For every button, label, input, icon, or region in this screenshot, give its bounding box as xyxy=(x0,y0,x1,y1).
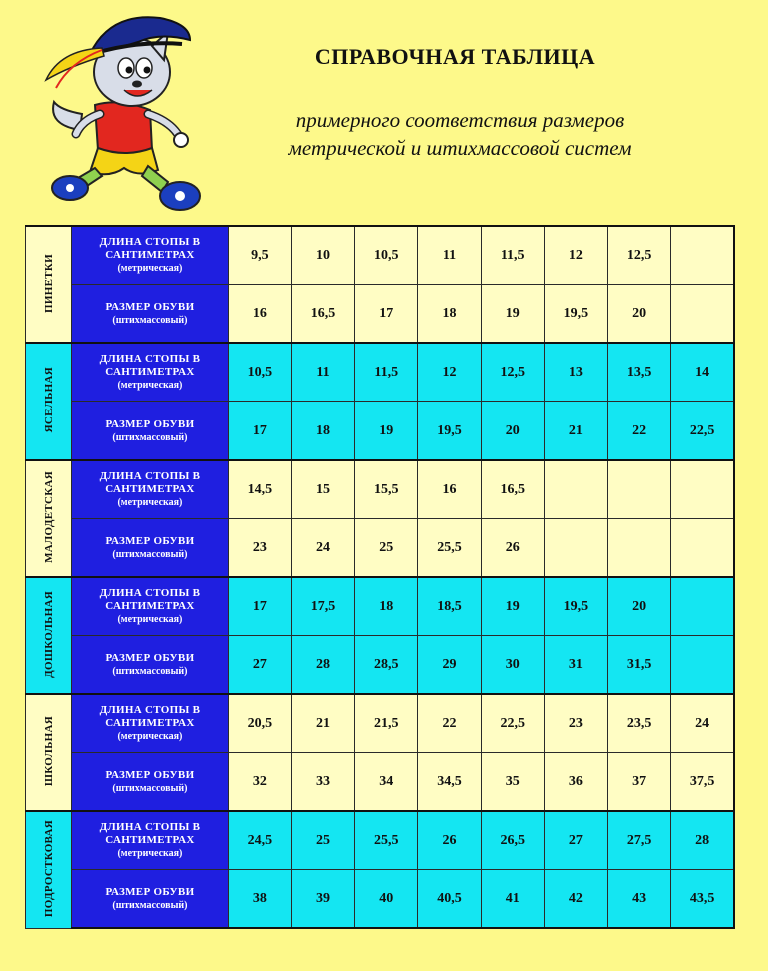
shoe-size-cell: 31,5 xyxy=(608,636,671,695)
shoe-size-label-text: (штихмассовый) xyxy=(112,431,188,443)
shoe-size-label-text: РАЗМЕР ОБУВИ xyxy=(105,300,195,313)
age-group-label xyxy=(26,577,72,694)
foot-length-label-text: (метрическая) xyxy=(117,380,183,391)
age-group-name: ПИНЕТКИ xyxy=(42,253,55,313)
foot-length-cell: 27 xyxy=(544,811,607,870)
foot-length-label-text: ДЛИНА СТОПЫ В xyxy=(99,353,201,365)
foot-length-cell: 12 xyxy=(418,343,481,402)
size-correspondence-table xyxy=(25,225,735,929)
subtitle-line-1: примерного соответствия размеров xyxy=(295,108,625,132)
shoe-size-cell: 19 xyxy=(355,402,418,461)
foot-length-label-text: САНТИМЕТРАХ xyxy=(105,366,195,378)
age-group-label xyxy=(26,460,72,577)
shoe-size-cell: 19,5 xyxy=(418,402,481,461)
age-group-label xyxy=(26,343,72,460)
size-group-block xyxy=(26,577,735,694)
foot-length-cell: 14,5 xyxy=(228,460,291,519)
shoe-size-cell: 41 xyxy=(481,870,544,929)
foot-length-cell: 22 xyxy=(418,694,481,753)
foot-length-label-text: (метрическая) xyxy=(117,497,183,508)
foot-length-cell: 17,5 xyxy=(291,577,354,636)
foot-length-label xyxy=(72,460,229,519)
shoe-size-cell: 42 xyxy=(544,870,607,929)
foot-length-label-text: ДЛИНА СТОПЫ В xyxy=(99,236,201,248)
cat-mascot-illustration xyxy=(40,10,205,215)
page-title: СПРАВОЧНАЯ ТАБЛИЦА xyxy=(314,44,596,69)
foot-length-cell: 13,5 xyxy=(608,343,671,402)
foot-length-row xyxy=(26,460,735,519)
foot-length-cell: 17 xyxy=(228,577,291,636)
foot-length-label xyxy=(72,811,229,870)
shoe-size-cell: 35 xyxy=(481,753,544,812)
size-group-block xyxy=(26,694,735,811)
page-subtitle xyxy=(240,106,680,162)
shoe-size-cell xyxy=(671,519,734,578)
foot-length-label-text: (метрическая) xyxy=(117,731,183,742)
foot-length-cell: 12,5 xyxy=(481,343,544,402)
foot-length-label-text: САНТИМЕТРАХ xyxy=(105,834,195,846)
shoe-size-cell: 19 xyxy=(481,285,544,344)
foot-length-cell xyxy=(608,460,671,519)
shoe-size-row xyxy=(26,753,735,812)
age-group-name: ПОДРОСТКОВАЯ xyxy=(42,819,55,917)
shoe-size-row xyxy=(26,870,735,929)
shoe-size-cell: 39 xyxy=(291,870,354,929)
foot-length-cell: 22,5 xyxy=(481,694,544,753)
foot-length-cell: 18 xyxy=(355,577,418,636)
foot-length-cell: 12 xyxy=(544,226,607,285)
foot-length-cell: 19 xyxy=(481,577,544,636)
foot-length-label xyxy=(72,226,229,285)
age-group-name: МАЛОДЕТСКАЯ xyxy=(42,471,55,563)
foot-length-cell xyxy=(671,577,734,636)
foot-length-label xyxy=(72,694,229,753)
size-group-block xyxy=(26,811,735,928)
foot-length-cell: 11 xyxy=(291,343,354,402)
foot-length-cell: 19,5 xyxy=(544,577,607,636)
foot-length-cell: 21,5 xyxy=(355,694,418,753)
shoe-size-cell: 43,5 xyxy=(671,870,734,929)
shoe-size-cell: 28 xyxy=(291,636,354,695)
foot-length-label xyxy=(72,343,229,402)
foot-length-row xyxy=(26,343,735,402)
shoe-size-label-text: РАЗМЕР ОБУВИ xyxy=(105,768,195,781)
shoe-size-label xyxy=(72,870,229,929)
foot-length-label-text: САНТИМЕТРАХ xyxy=(105,249,195,261)
shoe-size-cell: 38 xyxy=(228,870,291,929)
age-group-label xyxy=(26,811,72,928)
size-group-block xyxy=(26,343,735,460)
shoe-size-cell: 20 xyxy=(481,402,544,461)
foot-length-cell: 11 xyxy=(418,226,481,285)
shoe-size-cell: 30 xyxy=(481,636,544,695)
shoe-size-label xyxy=(72,285,229,344)
shoe-size-label-text: (штихмассовый) xyxy=(112,665,188,677)
foot-length-cell xyxy=(544,460,607,519)
shoe-size-cell: 34,5 xyxy=(418,753,481,812)
foot-length-cell: 10,5 xyxy=(355,226,418,285)
foot-length-cell: 18,5 xyxy=(418,577,481,636)
age-group-label xyxy=(26,226,72,343)
shoe-size-cell: 28,5 xyxy=(355,636,418,695)
shoe-size-cell: 32 xyxy=(228,753,291,812)
foot-length-cell: 16 xyxy=(418,460,481,519)
foot-length-label-text: ДЛИНА СТОПЫ В xyxy=(99,587,201,599)
foot-length-label xyxy=(72,577,229,636)
shoe-size-row xyxy=(26,402,735,461)
foot-length-cell: 25,5 xyxy=(355,811,418,870)
shoe-size-cell: 22,5 xyxy=(671,402,734,461)
shoe-size-label-text: (штихмассовый) xyxy=(112,314,188,326)
foot-length-cell: 16,5 xyxy=(481,460,544,519)
shoe-size-cell: 16 xyxy=(228,285,291,344)
shoe-size-cell: 24 xyxy=(291,519,354,578)
foot-length-cell: 23 xyxy=(544,694,607,753)
shoe-size-cell: 21 xyxy=(544,402,607,461)
foot-length-label-text: САНТИМЕТРАХ xyxy=(105,600,195,612)
foot-length-cell: 10,5 xyxy=(228,343,291,402)
foot-length-cell: 28 xyxy=(671,811,734,870)
shoe-size-cell: 27 xyxy=(228,636,291,695)
shoe-size-cell: 40 xyxy=(355,870,418,929)
foot-length-cell: 23,5 xyxy=(608,694,671,753)
shoe-size-cell xyxy=(671,285,734,344)
subtitle-line-2: метрической и штихмассовой систем xyxy=(288,136,632,160)
foot-length-cell: 25 xyxy=(291,811,354,870)
shoe-size-label xyxy=(72,753,229,812)
shoe-size-label xyxy=(72,519,229,578)
foot-length-cell: 11,5 xyxy=(481,226,544,285)
shoe-size-label-text: (штихмассовый) xyxy=(112,548,188,560)
age-group-name: ДОШКОЛЬНАЯ xyxy=(42,590,55,678)
foot-length-cell: 15 xyxy=(291,460,354,519)
foot-length-cell: 27,5 xyxy=(608,811,671,870)
shoe-size-cell xyxy=(608,519,671,578)
shoe-size-label-text: РАЗМЕР ОБУВИ xyxy=(105,534,195,547)
age-group-name: ШКОЛЬНАЯ xyxy=(42,715,55,787)
shoe-size-cell: 22 xyxy=(608,402,671,461)
shoe-size-row xyxy=(26,285,735,344)
age-group-name: ЯСЕЛЬНАЯ xyxy=(42,367,55,433)
shoe-size-label-text: РАЗМЕР ОБУВИ xyxy=(105,651,195,664)
shoe-size-cell: 16,5 xyxy=(291,285,354,344)
foot-length-row xyxy=(26,577,735,636)
shoe-size-cell: 23 xyxy=(228,519,291,578)
shoe-size-cell xyxy=(544,519,607,578)
shoe-size-label-text: (штихмассовый) xyxy=(112,899,188,911)
shoe-size-cell: 33 xyxy=(291,753,354,812)
shoe-size-cell: 40,5 xyxy=(418,870,481,929)
shoe-size-cell: 25 xyxy=(355,519,418,578)
foot-length-cell: 9,5 xyxy=(228,226,291,285)
foot-length-cell: 13 xyxy=(544,343,607,402)
foot-length-cell: 11,5 xyxy=(355,343,418,402)
shoe-size-cell: 43 xyxy=(608,870,671,929)
shoe-size-row xyxy=(26,636,735,695)
shoe-size-cell: 18 xyxy=(291,402,354,461)
foot-length-cell: 20 xyxy=(608,577,671,636)
shoe-size-row xyxy=(26,519,735,578)
foot-length-cell: 12,5 xyxy=(608,226,671,285)
foot-length-cell xyxy=(671,460,734,519)
shoe-size-cell: 25,5 xyxy=(418,519,481,578)
foot-length-label-text: ДЛИНА СТОПЫ В xyxy=(99,470,201,482)
foot-length-cell: 26,5 xyxy=(481,811,544,870)
shoe-size-cell: 31 xyxy=(544,636,607,695)
shoe-size-label xyxy=(72,402,229,461)
size-group-block xyxy=(26,226,735,343)
foot-length-label-text: ДЛИНА СТОПЫ В xyxy=(99,821,201,833)
foot-length-label-text: САНТИМЕТРАХ xyxy=(105,483,195,495)
foot-length-row xyxy=(26,811,735,870)
foot-length-label-text: (метрическая) xyxy=(117,614,183,625)
shoe-size-label xyxy=(72,636,229,695)
shoe-size-cell: 34 xyxy=(355,753,418,812)
shoe-size-cell: 37,5 xyxy=(671,753,734,812)
age-group-label xyxy=(26,694,72,811)
shoe-size-label-text: (штихмассовый) xyxy=(112,782,188,794)
foot-length-label-text: ДЛИНА СТОПЫ В xyxy=(99,704,201,716)
shoe-size-cell: 36 xyxy=(544,753,607,812)
foot-length-cell: 15,5 xyxy=(355,460,418,519)
foot-length-cell: 20,5 xyxy=(228,694,291,753)
foot-length-label-text: (метрическая) xyxy=(117,848,183,859)
foot-length-label-text: САНТИМЕТРАХ xyxy=(105,717,195,729)
foot-length-row xyxy=(26,226,735,285)
shoe-size-cell: 26 xyxy=(481,519,544,578)
foot-length-cell: 21 xyxy=(291,694,354,753)
foot-length-cell: 26 xyxy=(418,811,481,870)
foot-length-row xyxy=(26,694,735,753)
shoe-size-cell: 20 xyxy=(608,285,671,344)
shoe-size-cell: 29 xyxy=(418,636,481,695)
foot-length-label-text: (метрическая) xyxy=(117,263,183,274)
foot-length-cell: 10 xyxy=(291,226,354,285)
shoe-size-cell: 18 xyxy=(418,285,481,344)
foot-length-cell: 24 xyxy=(671,694,734,753)
shoe-size-cell: 17 xyxy=(228,402,291,461)
foot-length-cell: 14 xyxy=(671,343,734,402)
shoe-size-cell xyxy=(671,636,734,695)
shoe-size-cell: 17 xyxy=(355,285,418,344)
shoe-size-cell: 37 xyxy=(608,753,671,812)
shoe-size-label-text: РАЗМЕР ОБУВИ xyxy=(105,885,195,898)
shoe-size-label-text: РАЗМЕР ОБУВИ xyxy=(105,417,195,430)
shoe-size-cell: 19,5 xyxy=(544,285,607,344)
foot-length-cell: 24,5 xyxy=(228,811,291,870)
size-group-block xyxy=(26,460,735,577)
foot-length-cell xyxy=(671,226,734,285)
